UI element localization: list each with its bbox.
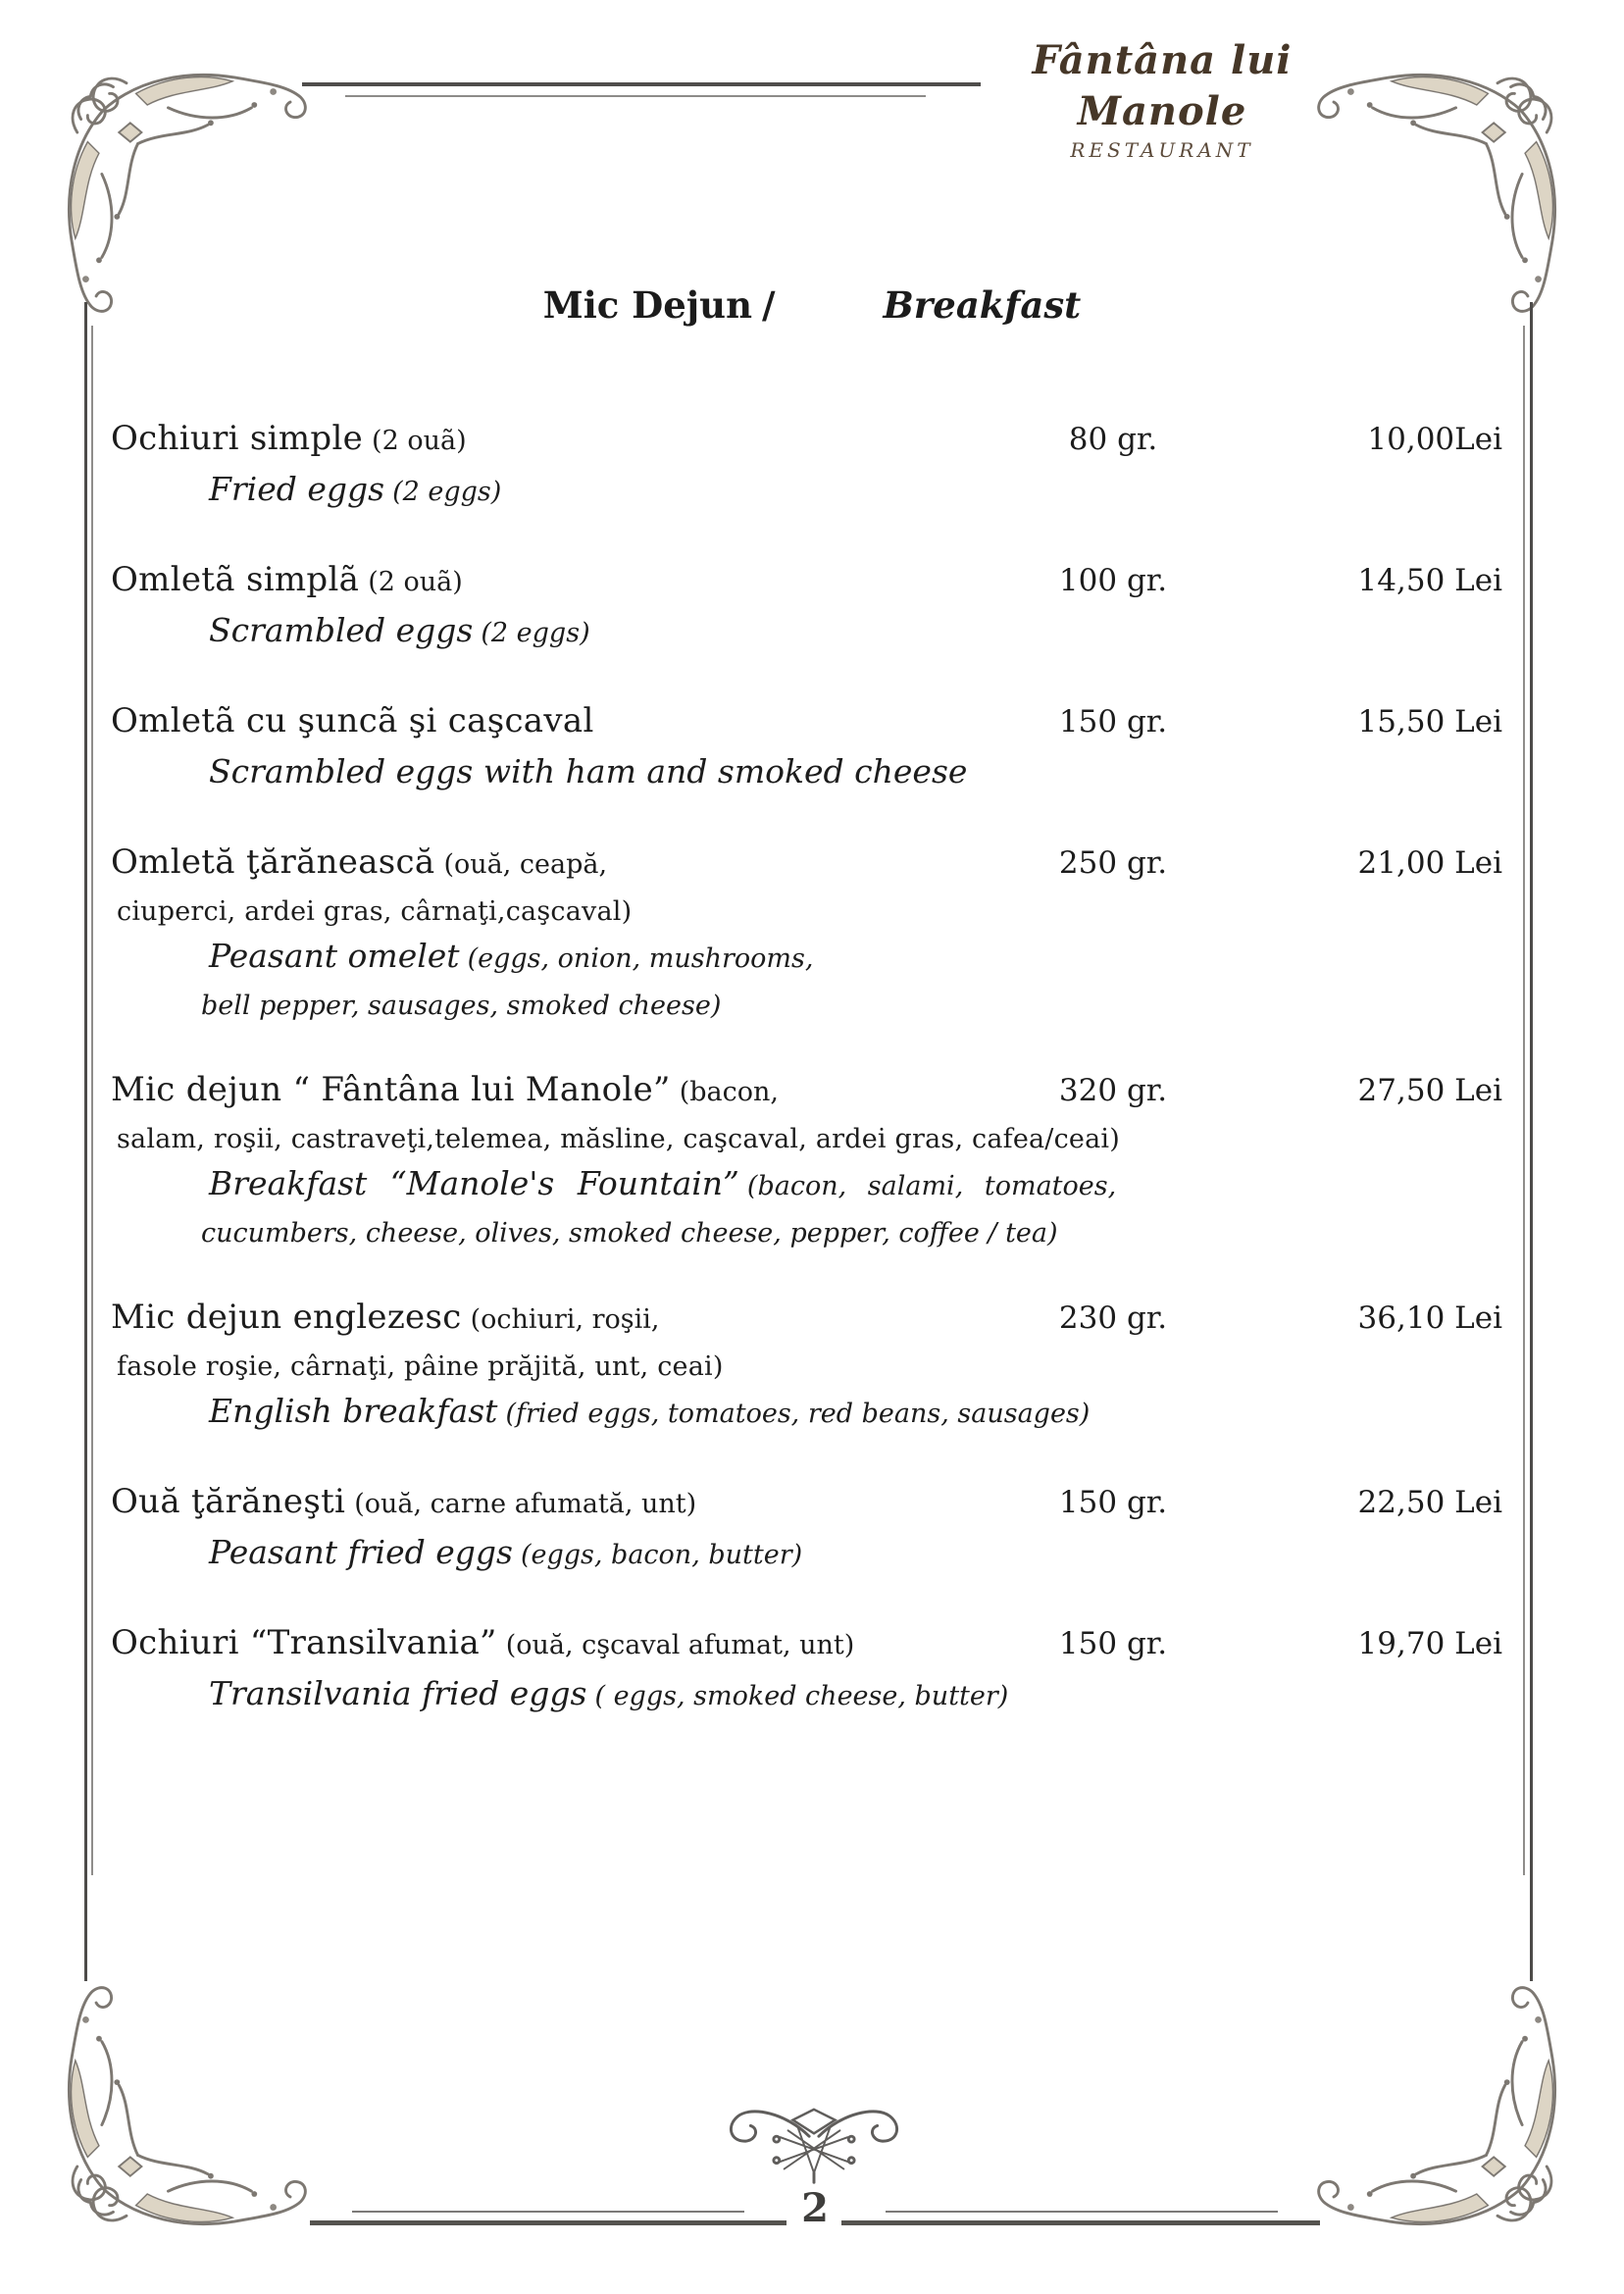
item-detail-en: (eggs, onion, mushrooms,: [467, 943, 814, 974]
item-name-block: [111, 1067, 1030, 1118]
item-detail-en: (2 eggs): [392, 477, 502, 507]
menu-items: [111, 416, 1502, 1761]
item-detail-ro: (ouă, carne afumată, unt): [354, 1489, 697, 1519]
item-price: 19,70 Lei: [1357, 1626, 1502, 1661]
left-border-thin: [91, 326, 93, 1875]
item-en-row: [209, 1530, 1502, 1581]
restaurant-subtitle: RESTAURANT: [1070, 138, 1254, 162]
item-header-row: [111, 1067, 1502, 1118]
item-name-en: Scrambled eggs: [209, 611, 474, 649]
item-en-row: [209, 1161, 1502, 1212]
item-detail-en: (eggs, bacon, butter): [520, 1540, 803, 1570]
item-detail-ro: (ochiuri, roşii,: [470, 1304, 660, 1335]
item-header-row: [111, 416, 1502, 467]
item-detail-ro: (ouă, cşcaval afumat, unt): [505, 1630, 855, 1660]
menu-item: [111, 1620, 1502, 1722]
item-weight: 80 gr.: [1068, 422, 1158, 457]
item-header-row: [111, 1479, 1502, 1530]
item-price: 36,10 Lei: [1357, 1300, 1502, 1336]
item-name-ro: Ochiuri simple: [111, 419, 364, 458]
item-en-row: [209, 749, 1502, 800]
item-name-en: Transilvania fried eggs: [209, 1674, 587, 1712]
item-detail-ro: (2 ouã): [368, 567, 463, 597]
item-header-row: [111, 1620, 1502, 1671]
item-en-row: [209, 934, 1502, 985]
menu-item: [111, 698, 1502, 800]
item-price: 14,50 Lei: [1357, 563, 1502, 598]
header-rule-thin: [345, 95, 926, 97]
left-border-thick: [84, 302, 87, 1981]
item-detail-en: (bacon, salami, tomatoes,: [746, 1171, 1117, 1201]
item-weight: 100 gr.: [1058, 563, 1168, 598]
item-name-block: [111, 416, 1030, 467]
item-price: 27,50 Lei: [1357, 1073, 1502, 1108]
item-header-row: [111, 1295, 1502, 1346]
item-name-en: Fried eggs: [209, 470, 385, 508]
item-name-ro: Omletã cu şuncã şi caşcaval: [111, 701, 594, 740]
item-name-block: [111, 1620, 1030, 1671]
item-weight: 150 gr.: [1058, 704, 1168, 739]
item-name-en: English breakfast: [209, 1392, 498, 1430]
item-name-block: [111, 698, 1030, 749]
item-price: 21,00 Lei: [1357, 845, 1502, 881]
item-detail-ro-line2: fasole roşie, cârnaţi, pâine prăjită, unt, ceai): [117, 1351, 724, 1382]
item-name-ro: Ochiuri “Transilvania”: [111, 1623, 497, 1662]
item-detail-ro-line2: ciuperci, ardei gras, cârnaţi,caşcaval): [117, 896, 633, 927]
item-detail-en: (fried eggs, tomatoes, red beans, sausages): [505, 1399, 1091, 1429]
item-name-ro: Ouă ţărăneşti: [111, 1482, 346, 1521]
item-en-row: [209, 467, 1502, 518]
item-name-en: Breakfast “Manole's Fountain”: [209, 1164, 739, 1202]
corner-ornament-bottom-left-icon: [43, 1975, 318, 2250]
footer-rule-left-thick: [310, 2220, 787, 2225]
section-title-ro: Mic Dejun: [542, 283, 752, 327]
item-en-row: [209, 608, 1502, 659]
item-weight: 250 gr.: [1058, 845, 1168, 881]
menu-item: [111, 1067, 1502, 1255]
menu-item: [111, 1295, 1502, 1440]
item-en-line2: cucumbers, cheese, olives, smoked cheese, pepper, coffee / tea): [201, 1218, 1058, 1249]
item-detail-en: (2 eggs): [481, 618, 590, 648]
corner-ornament-bottom-right-icon: [1306, 1975, 1581, 2250]
footer-flourish-icon: [723, 2105, 905, 2187]
menu-item: [111, 840, 1502, 1028]
item-price: 15,50 Lei: [1357, 704, 1502, 739]
item-en-line2: bell pepper, sausages, smoked cheese): [201, 991, 722, 1021]
item-name-ro: Mic dejun englezesc: [111, 1298, 462, 1337]
item-detail-ro: (bacon,: [679, 1077, 779, 1107]
item-price: 22,50 Lei: [1357, 1485, 1502, 1520]
item-name-block: [111, 1295, 1030, 1346]
item-name-en: Scrambled eggs with ham and smoked cheese: [209, 752, 968, 790]
header-rule-thick: [302, 82, 981, 86]
section-title-en: Breakfast: [883, 283, 1082, 327]
item-weight: 150 gr.: [1058, 1626, 1168, 1661]
item-weight: 320 gr.: [1058, 1073, 1168, 1108]
item-detail-ro: (ouă, ceapă,: [443, 849, 608, 880]
menu-item: [111, 1479, 1502, 1581]
footer-rule-right-thick: [841, 2220, 1320, 2225]
item-detail-ro: (2 ouã): [372, 426, 467, 456]
item-detail-en: ( eggs, smoked cheese, butter): [594, 1681, 1009, 1711]
item-en-row: [209, 1389, 1502, 1440]
item-name-block: [111, 840, 1030, 891]
item-name-block: [111, 557, 1030, 608]
item-name-block: [111, 1479, 1030, 1530]
item-name-ro: Omletã simplã: [111, 560, 360, 599]
menu-item: [111, 557, 1502, 659]
right-border-thick: [1530, 302, 1533, 1981]
item-header-row: [111, 840, 1502, 891]
item-name-ro: Omletă ţărănească: [111, 842, 435, 882]
restaurant-logo: [961, 35, 1363, 163]
item-name-ro: Mic dejun “ Fântâna lui Manole”: [111, 1070, 671, 1109]
restaurant-name: Fântâna lui Manole: [1032, 37, 1293, 134]
item-name-en: Peasant fried eggs: [209, 1533, 513, 1571]
item-header-row: [111, 557, 1502, 608]
item-en-row: [209, 1671, 1502, 1722]
menu-item: [111, 416, 1502, 518]
item-name-en: Peasant omelet: [209, 937, 460, 975]
item-weight: 150 gr.: [1058, 1485, 1168, 1520]
page-number: 2: [801, 2185, 829, 2231]
item-detail-ro-line2: salam, roşii, castraveţi,telemea, măsline, caşcaval, ardei gras, cafea/ceai): [117, 1124, 1120, 1154]
section-title: [0, 282, 1624, 328]
item-header-row: [111, 698, 1502, 749]
item-price: 10,00Lei: [1367, 422, 1502, 457]
item-weight: 230 gr.: [1058, 1300, 1168, 1336]
right-border-thin: [1523, 326, 1525, 1875]
footer-rule-right-thin: [886, 2211, 1278, 2213]
section-title-separator: /: [762, 283, 776, 327]
footer-rule-left-thin: [352, 2211, 744, 2213]
